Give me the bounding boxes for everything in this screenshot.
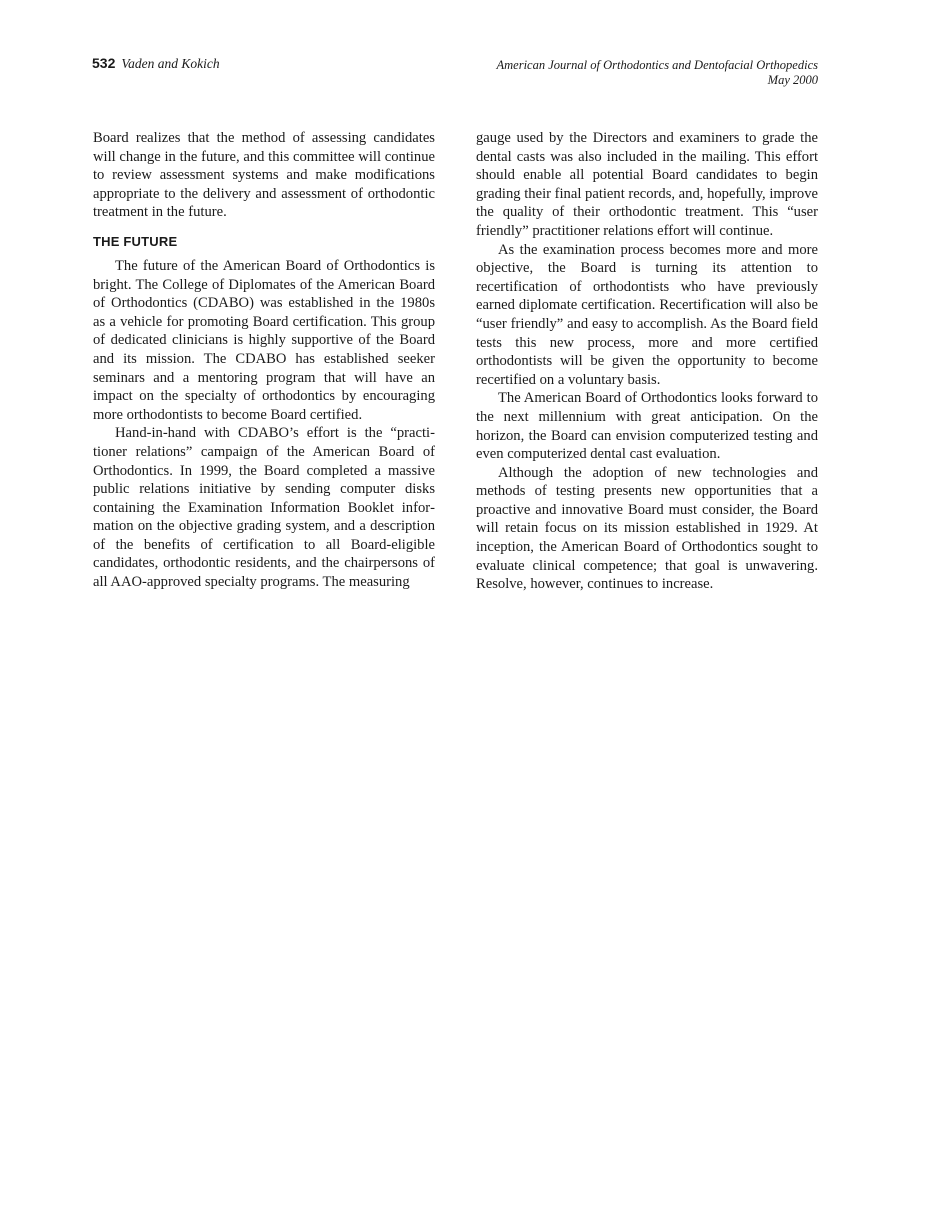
section-heading: THE FUTURE: [93, 233, 178, 249]
body-paragraph: Although the adoption of new technologies and methods of testing presents new opportunities that a proactive and innovative Board must consider, the Board will retain focus on its mission established in 1929. At inception, the American Board of Orthodontics sought to evaluate clinical competence; that goal is unwavering. Resolve, however, continues to increase.: [476, 464, 818, 593]
body-paragraph: The future of the American Board of Orthodontics is bright. The College of Diplomates of the American Board of Orthodontics (CDABO) was established in the 1980s as a vehicle for promoting Board certification. This group of dedicated clinicians is highly supportive of the Board and its mission. The CDABO has established seeker seminars and a mentoring program that will have an impact on the specialty of orthodontics by encouraging more orthodontists to become Board certified.: [93, 257, 435, 423]
continued-paragraph: Board realizes that the method of assessing candidates will change in the future, and this committee will continue to review assessment systems and make modifications appropriate to the delivery and assessment of orthodontic treatment in the future.: [93, 130, 435, 221]
running-head-authors: Vaden and Kokich: [121, 56, 220, 71]
body-paragraph: The American Board of Orthodontics looks forward to the next millennium with great anticipation. On the horizon, the Board can envision computerized testing and even computerized dental cast evaluation.: [476, 390, 818, 463]
left-column: [93, 129, 435, 592]
body-paragraph: As the examination process becomes more and more objective, the Board is turning its attention to recertification of orthodontists who have previously earned diplomate certification. Recertification will also be “user friendly” and easy to accomplish. As the Board field tests this new process, more and more certified orthodontists will be given the opportunity to become recertified on a voluntary basis.: [476, 241, 818, 388]
issue-date: May 2000: [767, 73, 818, 87]
running-head: [92, 55, 818, 95]
journal-title: American Journal of Orthodontics and Dentofacial Orthopedics: [496, 58, 818, 72]
continued-paragraph: gauge used by the Directors and examiners to grade the dental casts was also included in the mailing. This effort should enable all potential Board candidates to begin grading their final patient records, and, hopefully, improve the quality of their orthodontic treatment. This “user friendly” practitioner relations effort will continue.: [476, 130, 818, 239]
page-number: 532: [92, 55, 116, 71]
body-paragraph: Hand-in-hand with CDABO’s effort is the “practitioner relations” campaign of the American Board of Orthodontics. In 1999, the Board completed a massive public relations initiative by sending computer disks containing the Examination Information Booklet information on the objective grading system, and a description of the benefits of certification to all Board-eligible candidates, orthodontic residents, and the chairpersons of all AAO-approved specialty programs. The measuring: [93, 425, 435, 591]
right-column: [476, 129, 818, 594]
journal-citation: [497, 58, 819, 88]
